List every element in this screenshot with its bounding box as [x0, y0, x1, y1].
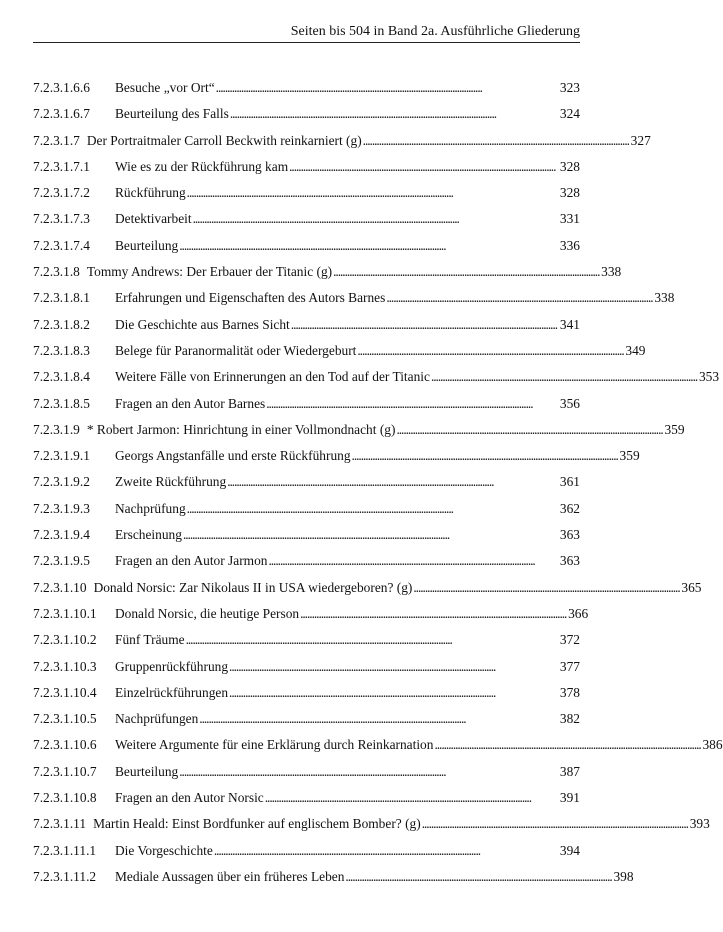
toc-entry[interactable]	[33, 732, 723, 758]
dot-leader	[291, 312, 557, 338]
dot-leader	[422, 811, 687, 837]
dot-leader	[345, 864, 610, 890]
toc-entry-page: 377	[559, 658, 580, 674]
toc-entry-number: 7.2.3.1.10.5	[33, 711, 97, 727]
dot-leader	[300, 601, 565, 627]
toc-entry-page: 356	[559, 395, 580, 411]
toc-entry-number: 7.2.3.1.8	[33, 264, 80, 280]
toc-entry[interactable]	[33, 154, 580, 180]
toc-entry-title: Beurteilung	[115, 763, 179, 779]
toc-entry-page: 363	[559, 527, 580, 543]
toc-entry-number: 7.2.3.1.7.4	[33, 237, 90, 253]
dot-leader	[352, 443, 617, 469]
toc-entry[interactable]	[33, 496, 580, 522]
toc-entry[interactable]	[33, 759, 580, 785]
toc-entry[interactable]	[33, 575, 702, 601]
toc-entry[interactable]	[33, 680, 580, 706]
dot-leader	[230, 101, 557, 127]
dot-leader	[333, 259, 598, 285]
toc-entry-page: 378	[559, 684, 580, 700]
toc-entry-number: 7.2.3.1.11	[33, 816, 87, 832]
running-header	[33, 22, 580, 42]
toc-entry[interactable]	[33, 469, 580, 495]
dot-leader	[289, 154, 557, 180]
toc-entry-title: Gruppenrückführung	[115, 658, 229, 674]
toc-entry-number: 7.2.3.1.11.2	[33, 868, 97, 884]
toc-entry-page: 363	[559, 553, 580, 569]
toc-entry-number: 7.2.3.1.9.1	[33, 448, 90, 464]
dot-leader	[386, 285, 651, 311]
toc-entry-page: 349	[625, 342, 646, 358]
dot-leader	[187, 180, 557, 206]
toc-entry[interactable]	[33, 312, 580, 338]
toc-entry-number: 7.2.3.1.8.5	[33, 395, 90, 411]
toc-entry-page: 394	[559, 842, 580, 858]
dot-leader	[227, 469, 557, 495]
toc-entry-page: 336	[559, 237, 580, 253]
dot-leader	[179, 759, 557, 785]
toc-entry[interactable]	[33, 364, 720, 390]
dot-leader	[431, 364, 696, 390]
toc-entry[interactable]	[33, 785, 580, 811]
toc-entry-page: 361	[559, 474, 580, 490]
toc-entry-title: Fragen an den Autor Barnes	[115, 395, 266, 411]
toc-entry-page: 382	[559, 711, 580, 727]
toc-entry-page: 338	[654, 290, 675, 306]
dot-leader	[434, 732, 699, 758]
toc-entry-page: 387	[559, 763, 580, 779]
toc-entry-number: 7.2.3.1.6.6	[33, 80, 90, 95]
toc-entry-title: Tommy Andrews: Der Erbauer der Titanic (g)	[86, 264, 333, 280]
toc-entry[interactable]	[33, 864, 634, 890]
toc-entry-number: 7.2.3.1.9.4	[33, 527, 90, 543]
toc-entry-title: Nachprüfung	[115, 500, 186, 516]
toc-entry[interactable]	[33, 522, 580, 548]
dot-leader	[268, 548, 557, 574]
toc-entry[interactable]	[33, 180, 580, 206]
toc-entry-number: 7.2.3.1.11.1	[33, 842, 97, 858]
toc-entry-page: 359	[664, 421, 685, 437]
dot-leader	[396, 417, 661, 443]
toc-entry-title: Die Geschichte aus Barnes Sicht	[115, 316, 290, 332]
toc-entry-title: Fragen an den Autor Jarmon	[115, 553, 268, 569]
toc-entry-page: 365	[681, 579, 702, 595]
toc-entry[interactable]	[33, 654, 580, 680]
toc-entry-title: Martin Heald: Einst Bordfunker auf englischem Bomber? (g)	[93, 816, 421, 832]
toc-entry-title: Fünf Träume	[115, 632, 185, 648]
toc-entry-page: 323	[559, 80, 580, 95]
toc-entry-number: 7.2.3.1.9.3	[33, 500, 90, 516]
toc-entry-title: Fragen an den Autor Norsic	[115, 790, 264, 806]
toc-entry-title: Donald Norsic: Zar Nikolaus II in USA wiedergeboren? (g)	[93, 579, 413, 595]
toc-entry[interactable]	[33, 627, 580, 653]
toc-entry-number: 7.2.3.1.10.8	[33, 790, 97, 806]
toc-entry-number: 7.2.3.1.7	[33, 132, 80, 148]
toc-entry-page: 353	[698, 369, 720, 385]
dot-leader	[183, 522, 557, 548]
toc-entry-number: 7.2.3.1.8.1	[33, 290, 90, 306]
toc-entry-title: Beurteilung	[115, 237, 179, 253]
toc-entry-title: Weitere Argumente für eine Erklärung durch Reinkarnation	[115, 737, 434, 753]
toc-entry-title: * Robert Jarmon: Hinrichtung in einer Vollmondnacht (g)	[86, 421, 396, 437]
toc-entry-page: 338	[601, 264, 622, 280]
dot-leader	[413, 575, 678, 601]
toc-entry-number: 7.2.3.1.7.2	[33, 185, 90, 201]
toc-entry[interactable]	[33, 206, 580, 232]
toc-entry-title: Der Portraitmaler Carroll Beckwith reinkarniert (g)	[86, 132, 362, 148]
toc-entry-page: 398	[613, 868, 634, 884]
dot-leader	[186, 627, 557, 653]
toc-entry-title: Georgs Angstanfälle und erste Rückführung	[115, 448, 351, 464]
toc-entry-number: 7.2.3.1.8.4	[33, 369, 90, 385]
toc-entry-number: 7.2.3.1.7.3	[33, 211, 90, 227]
toc-entry-title: Beurteilung des Falls	[115, 106, 229, 122]
toc-entry-title: Wie es zu der Rückführung kam	[115, 158, 289, 174]
dot-leader	[266, 391, 557, 417]
toc-entry-page: 328	[559, 185, 580, 201]
toc-entry[interactable]	[33, 548, 580, 574]
dot-leader	[363, 128, 628, 154]
toc-entry-title: Rückführung	[115, 185, 186, 201]
toc-entry-page: 341	[559, 316, 580, 332]
toc-entry[interactable]	[33, 101, 580, 127]
toc-entry[interactable]	[33, 338, 646, 364]
toc-entry-number: 7.2.3.1.8.2	[33, 316, 90, 332]
dot-leader	[179, 233, 557, 259]
toc-entry-title: Nachprüfungen	[115, 711, 199, 727]
toc-entry-page: 372	[559, 632, 580, 648]
toc-entry[interactable]	[33, 838, 580, 864]
toc-entry-title: Belege für Paranormalität oder Wiedergeburt	[115, 342, 357, 358]
toc-entry-page: 359	[619, 448, 640, 464]
toc-entry-number: 7.2.3.1.10.4	[33, 684, 97, 700]
dot-leader	[265, 785, 557, 811]
toc-entry[interactable]	[33, 259, 622, 285]
toc-entry-page: 362	[559, 500, 580, 516]
toc-entry-page: 391	[559, 790, 580, 806]
toc-entry-page: 393	[689, 816, 710, 832]
dot-leader	[229, 654, 557, 680]
toc-entry-title: Erscheinung	[115, 527, 182, 543]
toc-entry-title: Weitere Fälle von Erinnerungen an den Tod auf der Titanic	[115, 369, 430, 385]
toc-entry-title: Zweite Rückführung	[115, 474, 227, 490]
toc-entry-page: 366	[568, 605, 589, 621]
toc-entry[interactable]	[33, 285, 675, 311]
toc-entry[interactable]	[33, 601, 589, 627]
dot-leader	[199, 706, 557, 732]
toc-entry[interactable]	[33, 128, 651, 154]
toc-entry-number: 7.2.3.1.6.7	[33, 106, 90, 122]
toc-entry[interactable]	[33, 75, 580, 101]
toc-entry-number: 7.2.3.1.7.1	[33, 158, 90, 174]
toc-entry-number: 7.2.3.1.9.5	[33, 553, 90, 569]
toc-entry-page: 327	[630, 132, 651, 148]
toc-entry[interactable]	[33, 706, 580, 732]
header-rule	[33, 42, 580, 43]
dot-leader	[187, 496, 557, 522]
toc-entry-number: 7.2.3.1.10.7	[33, 763, 97, 779]
dot-leader	[214, 838, 557, 864]
toc-entry-number: 7.2.3.1.9.2	[33, 474, 90, 490]
dot-leader	[216, 75, 557, 101]
toc-entry-title: Mediale Aussagen über ein früheres Leben	[115, 868, 345, 884]
dot-leader	[193, 206, 557, 232]
dot-leader	[229, 680, 557, 706]
toc-entry-title: Donald Norsic, die heutige Person	[115, 605, 300, 621]
toc-entry-number: 7.2.3.1.10.1	[33, 605, 97, 621]
toc-entry[interactable]	[33, 443, 640, 469]
toc-entry-number: 7.2.3.1.10	[33, 579, 87, 595]
toc-entry-page: 324	[559, 106, 580, 122]
toc-entry-title: Besuche „vor Ort“	[115, 80, 215, 95]
dot-leader	[357, 338, 622, 364]
toc-entry-title: Einzelrückführungen	[115, 684, 229, 700]
toc-entry-number: 7.2.3.1.8.3	[33, 342, 90, 358]
toc-entry-page: 331	[559, 211, 580, 227]
toc-entry-page: 386	[702, 737, 723, 753]
toc-entry-number: 7.2.3.1.10.2	[33, 632, 97, 648]
toc-entry[interactable]	[33, 417, 685, 443]
toc-entry[interactable]	[33, 233, 580, 259]
toc-entry-page: 328	[559, 158, 580, 174]
table-of-contents	[33, 75, 723, 890]
running-header-text: Seiten bis 504 in Band 2a. Ausführliche Gliederung	[290, 24, 580, 39]
toc-entry[interactable]	[33, 811, 710, 837]
toc-entry-number: 7.2.3.1.10.6	[33, 737, 97, 753]
toc-entry-title: Die Vorgeschichte	[115, 842, 213, 858]
toc-entry-title: Detektivarbeit	[115, 211, 192, 227]
toc-entry-number: 7.2.3.1.9	[33, 421, 80, 437]
toc-entry-title: Erfahrungen und Eigenschaften des Autors Barnes	[115, 290, 386, 306]
toc-entry[interactable]	[33, 391, 580, 417]
toc-entry-number: 7.2.3.1.10.3	[33, 658, 97, 674]
